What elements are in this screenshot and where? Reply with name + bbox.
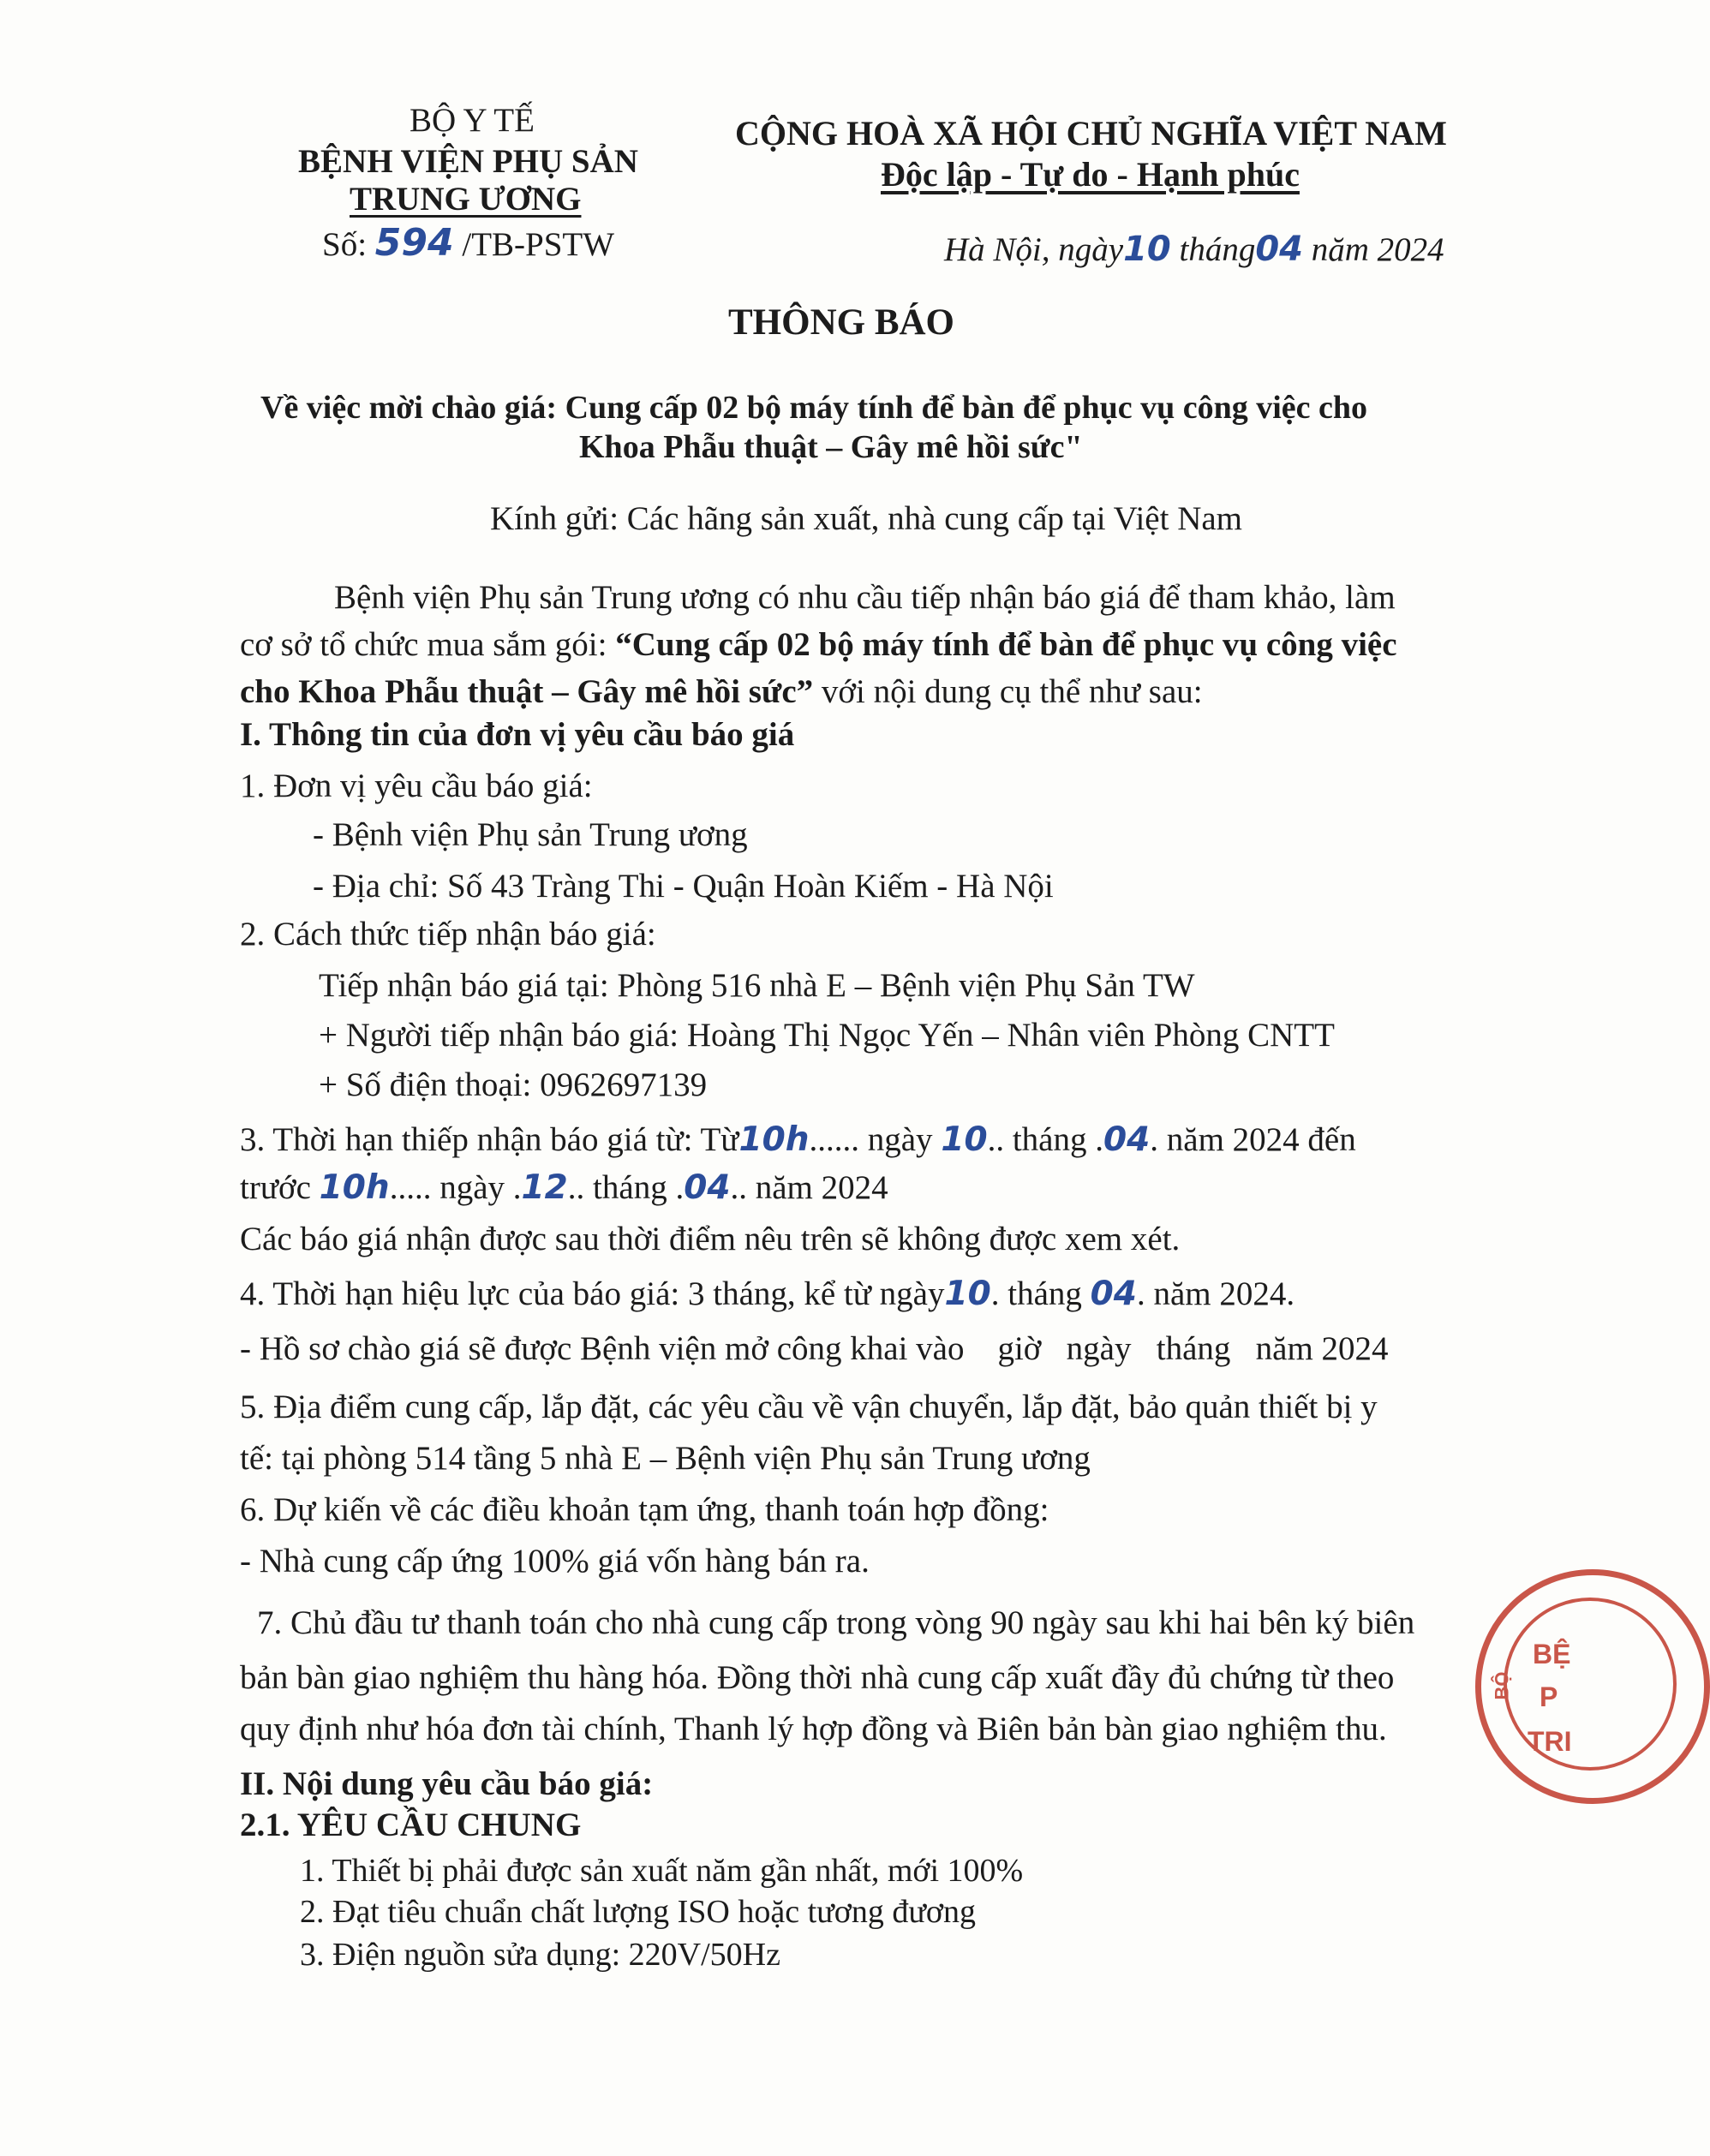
section1-item7-line3: quy định như hóa đơn tài chính, Thanh lý hợp đồng và Biên bản bàn giao nghiệm thu.	[240, 1711, 1387, 1747]
item3-text-g: .. tháng .	[567, 1169, 685, 1206]
item3-day2-handwritten: 12	[521, 1168, 568, 1207]
doc-number-suffix: /TB-PSTW	[462, 226, 615, 263]
section2-heading: II. Nội dung yêu cầu báo giá:	[240, 1765, 654, 1802]
section1-item7-line2: bản bàn giao nghiệm thu hàng hóa. Đồng thời nhà cung cấp xuất đầy đủ chứng từ theo	[240, 1659, 1395, 1696]
item3-text-c: .. tháng .	[987, 1121, 1103, 1158]
section1-item2: 2. Cách thức tiếp nhận báo giá:	[240, 916, 656, 953]
item3-text-h: .. năm 2024	[730, 1169, 888, 1206]
section1-item4	[240, 1275, 1294, 1313]
date-line	[944, 230, 1444, 269]
section1-item6: 6. Dự kiến về các điều khoản tạm ứng, thanh toán hợp đồng:	[240, 1491, 1049, 1528]
subject-line2: Khoa Phẫu thuật – Gây mê hồi sức"	[579, 429, 1083, 465]
date-prefix: Hà Nội, ngày	[944, 231, 1124, 268]
section2-req3: 3. Điện nguồn sửa dụng: 220V/50Hz	[300, 1937, 780, 1973]
doc-number-handwritten: 594	[374, 221, 454, 265]
nation-title: CỘNG HOÀ XÃ HỘI CHỦ NGHĨA VIỆT NAM	[735, 114, 1447, 152]
date-month-handwritten: 04	[1255, 230, 1304, 269]
section1-item5-line2: tế: tại phòng 514 tầng 5 nhà E – Bệnh viện Phụ sản Trung ương	[240, 1440, 1091, 1477]
section1-heading: I. Thông tin của đơn vị yêu cầu báo giá	[240, 716, 795, 753]
section2-req1: 1. Thiết bị phải được sản xuất năm gần nhất, mới 100%	[300, 1853, 1024, 1889]
item3-text-b: ...... ngày	[809, 1121, 933, 1158]
motto: Độc lập - Tự do - Hạnh phúc	[881, 155, 1300, 194]
date-day-handwritten: 10	[1123, 230, 1171, 269]
section1-item5-line1: 5. Địa điểm cung cấp, lắp đặt, các yêu cầu về vận chuyển, lắp đặt, bảo quản thiết bị y	[240, 1389, 1378, 1425]
section1-item3-line2	[240, 1168, 888, 1207]
intro-line3	[240, 672, 1203, 711]
section1-item1: 1. Đơn vị yêu cầu báo giá:	[240, 767, 593, 804]
section1-item3-line1	[240, 1120, 1356, 1159]
item3-time-handwritten: 10h	[738, 1120, 810, 1159]
item3-text-f: ..... ngày .	[389, 1169, 522, 1206]
hospital-name-line2: TRUNG ƯƠNG	[350, 181, 582, 218]
section2-subheading: 2.1. YÊU CẦU CHUNG	[240, 1807, 582, 1843]
item4-day-handwritten: 10	[944, 1275, 991, 1313]
subject-line1: Về việc mời chào giá: Cung cấp 02 bộ máy tính để bàn để phục vụ công việc cho	[260, 390, 1367, 426]
document-title: THÔNG BÁO	[728, 302, 955, 343]
intro-line2-plain: cơ sở tổ chức mua sắm gói:	[240, 626, 616, 663]
stamp-text-b: P	[1540, 1681, 1558, 1712]
date-year: năm 2024	[1311, 231, 1444, 268]
section1-item6-a: - Nhà cung cấp ứng 100% giá vốn hàng bán ra.	[240, 1543, 870, 1580]
item3-text-e: trước	[240, 1169, 311, 1206]
item3-day-handwritten: 10	[941, 1120, 988, 1159]
intro-line3-plain: với nội dung cụ thể như sau:	[813, 673, 1203, 710]
section2-req2: 2. Đạt tiêu chuẩn chất lượng ISO hoặc tương đương	[300, 1894, 977, 1930]
official-stamp	[1475, 1569, 1710, 1804]
item3-month-handwritten: 04	[1103, 1120, 1151, 1159]
intro-line2	[240, 625, 1397, 664]
section1-item1-a: - Bệnh viện Phụ sản Trung ương	[313, 816, 748, 853]
stamp-text-c: TRI	[1528, 1726, 1572, 1757]
item4-text-a: 4. Thời hạn hiệu lực của báo giá: 3 tháng, kể từ ngày	[240, 1275, 945, 1312]
item3-text-a: 3. Thời hạn thiếp nhận báo giá từ: Từ	[240, 1121, 739, 1158]
item3-month2-handwritten: 04	[684, 1168, 731, 1207]
item3-text-d: . năm 2024 đến	[1150, 1121, 1356, 1158]
date-month-label: tháng	[1179, 231, 1256, 268]
section1-item2-c: + Số điện thoại: 0962697139	[319, 1066, 708, 1103]
section1-item1-b: - Địa chỉ: Số 43 Tràng Thi - Quận Hoàn Kiếm - Hà Nội	[313, 868, 1054, 905]
doc-number	[322, 221, 614, 265]
intro-line1: Bệnh viện Phụ sản Trung ương có nhu cầu tiếp nhận báo giá để tham khảo, làm	[334, 579, 1396, 616]
ministry-name: BỘ Y TẾ	[410, 102, 535, 139]
intro-line3-bold: cho Khoa Phẫu thuật – Gây mê hồi sức”	[240, 673, 814, 710]
section1-item3-note: Các báo giá nhận được sau thời điểm nêu trên sẽ không được xem xét.	[240, 1221, 1181, 1257]
section1-item2-a: Tiếp nhận báo giá tại: Phòng 516 nhà E – Bệnh viện Phụ Sản TW	[319, 967, 1195, 1004]
section1-item2-b: + Người tiếp nhận báo giá: Hoàng Thị Ngọc Yến – Nhân viên Phòng CNTT	[319, 1017, 1335, 1054]
item4-text-c: . năm 2024.	[1136, 1275, 1295, 1312]
stamp-text-a: BỆ	[1533, 1639, 1571, 1669]
item4-month-handwritten: 04	[1090, 1275, 1137, 1313]
item3-time2-handwritten: 10h	[319, 1168, 390, 1207]
section1-item4-note: - Hồ sơ chào giá sẽ được Bệnh viện mở công khai vào giờ ngày tháng năm 2024	[240, 1330, 1389, 1367]
item4-text-b: . tháng	[990, 1275, 1082, 1312]
hospital-name-line1: BỆNH VIỆN PHỤ SẢN	[298, 143, 638, 180]
recipient-line: Kính gửi: Các hãng sản xuất, nhà cung cấp tại Việt Nam	[490, 500, 1243, 537]
intro-line2-bold: “Cung cấp 02 bộ máy tính để bàn để phục vụ công việc	[615, 626, 1397, 663]
section1-item7-line1: 7. Chủ đầu tư thanh toán cho nhà cung cấp trong vòng 90 ngày sau khi hai bên ký biên	[257, 1604, 1415, 1641]
doc-number-label: Số:	[322, 226, 368, 263]
stamp-text-d: BỘ	[1491, 1671, 1513, 1700]
